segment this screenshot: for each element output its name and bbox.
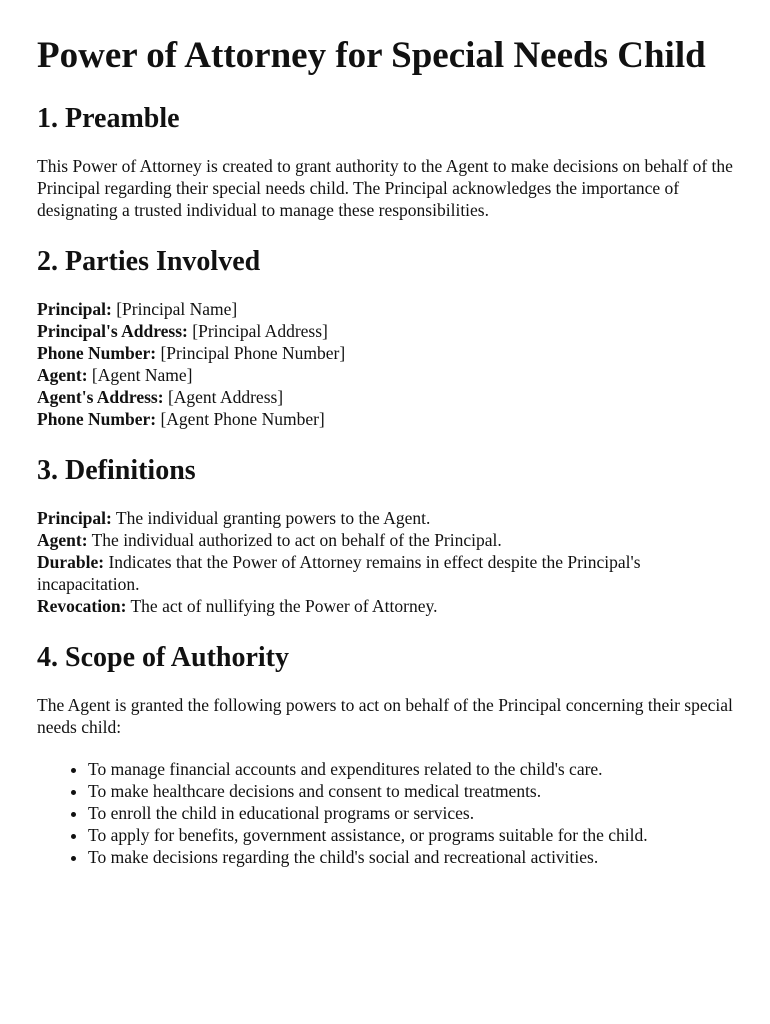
party-line (37, 408, 734, 430)
definition-term: Principal: (37, 508, 112, 528)
document-title: Power of Attorney for Special Needs Child (37, 35, 706, 76)
definition-term: Agent: (37, 530, 88, 550)
section-parties (37, 245, 734, 430)
party-value: [Agent Phone Number] (156, 409, 325, 429)
party-label: Agent: (37, 365, 88, 385)
section-definitions (37, 454, 734, 617)
definition-line (37, 551, 734, 595)
definition-line (37, 507, 734, 529)
party-label: Agent's Address: (37, 387, 164, 407)
list-item: • To enroll the child in educational programs or services. (88, 802, 734, 824)
list-item: • To manage financial accounts and expenditures related to the child's care. (88, 758, 734, 780)
definition-line (37, 529, 734, 551)
list-item: • To apply for benefits, government assistance, or programs suitable for the child. (88, 824, 734, 846)
party-label: Principal's Address: (37, 321, 188, 341)
parties-list (37, 298, 734, 430)
definition-line (37, 595, 734, 617)
definition-text: The individual authorized to act on behalf of the Principal. (87, 530, 502, 550)
section-heading: 2. Parties Involved (37, 246, 261, 277)
definition-text: The individual granting powers to the Agent. (111, 508, 431, 528)
section-preamble (37, 102, 734, 221)
party-line (37, 364, 734, 386)
party-line (37, 298, 734, 320)
party-line (37, 342, 734, 364)
party-label: Phone Number: (37, 409, 157, 429)
list-item: • To make decisions regarding the child's social and recreational activities. (88, 846, 734, 868)
definition-term: Revocation: (37, 596, 127, 616)
party-line (37, 386, 734, 408)
list-item: • To make healthcare decisions and consent to medical treatments. (88, 780, 734, 802)
section-heading: 4. Scope of Authority (37, 642, 289, 673)
party-value: [Principal Phone Number] (156, 343, 346, 363)
scope-intro: The Agent is granted the following powers to act on behalf of the Principal concerning their special needs child: (37, 695, 733, 737)
definition-text: The act of nullifying the Power of Attorney. (126, 596, 438, 616)
party-value: [Principal Address] (187, 321, 328, 341)
party-line (37, 320, 734, 342)
preamble-text: This Power of Attorney is created to grant authority to the Agent to make decisions on behalf of the Principal regarding their special needs child. The Principal acknowledges the importance of designating a trusted individual to manage these responsibilities. (37, 156, 733, 220)
scope-list (37, 758, 734, 868)
section-scope (37, 641, 734, 868)
section-heading: 1. Preamble (37, 103, 180, 134)
party-label: Phone Number: (37, 343, 157, 363)
party-value: [Agent Address] (163, 387, 284, 407)
party-label: Principal: (37, 299, 112, 319)
definition-term: Durable: (37, 552, 105, 572)
party-value: [Principal Name] (111, 299, 238, 319)
section-heading: 3. Definitions (37, 455, 196, 486)
definition-text: Indicates that the Power of Attorney remains in effect despite the Principal's incapacitation. (37, 552, 641, 594)
party-value: [Agent Name] (87, 365, 193, 385)
definitions-list (37, 507, 734, 617)
